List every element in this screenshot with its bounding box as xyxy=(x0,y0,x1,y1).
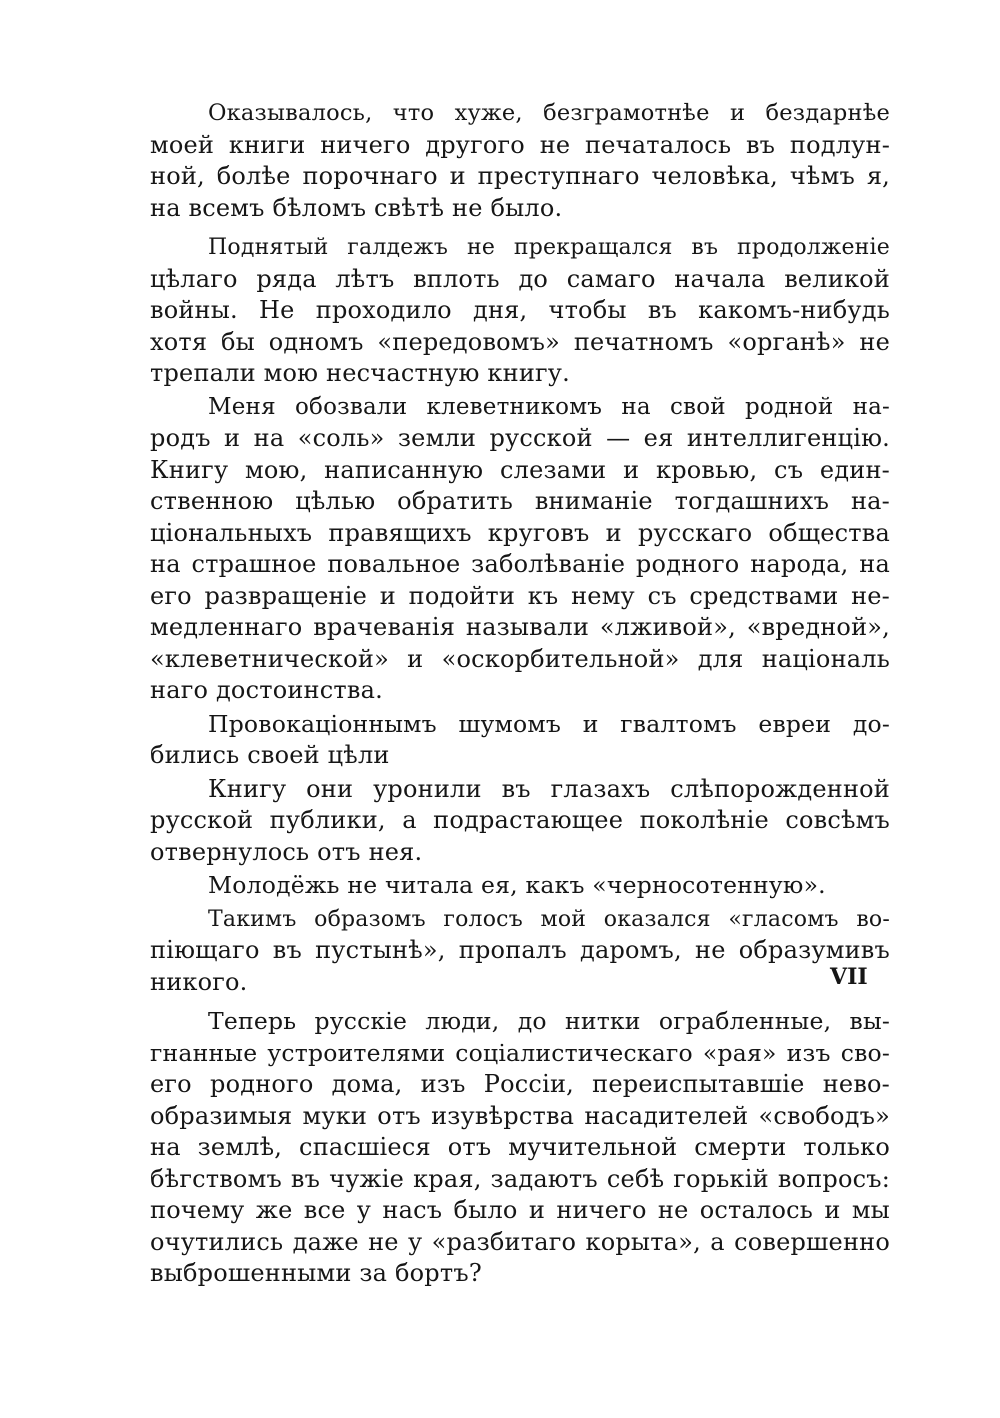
text-line: родъ и на «соль» земли русской — ея интеллигенцію. xyxy=(150,424,890,452)
text-line: его родного дома, изъ Россіи, переиспытавшіе нево- xyxy=(150,1070,890,1098)
text-line: русской публики, а подрастающее поколѣніе совсѣмъ xyxy=(150,806,890,834)
text-line: Поднятый галдежъ не прекращался въ продолженіе xyxy=(208,235,890,260)
text-line: отвернулось отъ нея. xyxy=(150,837,423,866)
text-line: Провокаціоннымъ шумомъ и гвалтомъ евреи до- xyxy=(208,709,890,738)
paragraph-5 xyxy=(150,774,890,869)
text-line: на землѣ, спасшіеся отъ мучительной смерти только xyxy=(150,1133,890,1161)
text-line: бѣгствомъ въ чужіе края, задаютъ себѣ горькій вопросъ: xyxy=(150,1164,890,1193)
text-line: образимыя муки отъ изувѣрства насадителей «свободъ» xyxy=(150,1101,890,1130)
text-line: его развращеніе и подойти къ нему съ средствами не- xyxy=(150,581,890,610)
text-line: цѣлаго ряда лѣтъ вплоть до самаго начала великой xyxy=(150,264,890,293)
text-line: хотя бы одномъ «передовомъ» печатномъ «органѣ» не xyxy=(150,327,890,356)
text-line: Такимъ образомъ голосъ мой оказался «гласомъ во- xyxy=(208,906,890,932)
paragraph-2 xyxy=(150,232,890,390)
text-line: Меня обозвали клеветникомъ на свой родной на- xyxy=(208,393,890,420)
text-line: ціональныхъ правящихъ круговъ и русскаго общества xyxy=(150,518,890,547)
paragraph-3 xyxy=(150,392,890,707)
paragraph-6 xyxy=(150,870,890,902)
text-line: Оказывалось, что хуже, безграмотнѣе и бездарнѣе xyxy=(208,100,890,126)
text-line: ственною цѣлью обратить вниманіе тогдашнихъ на- xyxy=(150,487,890,515)
text-line: почему же все у насъ было и ничего не осталось и мы xyxy=(150,1196,890,1224)
text-line: войны. Не проходило дня, чтобы въ какомъ-нибудь xyxy=(150,296,890,324)
paragraph-4 xyxy=(150,709,890,772)
text-line: очутились даже не у «разбитаго корыта», а совершенно xyxy=(150,1227,890,1256)
text-line: никого. xyxy=(150,967,248,996)
text-line: моей книги ничего другого не печаталось въ подлун- xyxy=(150,130,890,159)
text-line: Молодёжь не читала ея, какъ «черносотенную». xyxy=(208,871,826,899)
text-line: піющаго въ пустынѣ», пропалъ даромъ, не образумивъ xyxy=(150,936,890,964)
text-line: Книгу мою, написанную слезами и кровью, съ един- xyxy=(150,455,890,484)
text-line: трепали мою несчастную книгу. xyxy=(150,359,570,387)
page-number: VII xyxy=(830,964,868,990)
page-body xyxy=(150,98,890,1290)
text-line: на страшное повальное заболѣваніе родного народа, на xyxy=(150,550,890,578)
text-line: медленнаго врачеванія называли «лживой», «вредной», xyxy=(150,613,890,641)
text-line: наго достоинства. xyxy=(150,676,383,704)
text-line: ной, болѣе порочнаго и преступнаго человѣка, чѣмъ я, xyxy=(150,162,890,190)
text-line: бились своей цѣли xyxy=(150,741,390,769)
text-line: на всемъ бѣломъ свѣтѣ не было. xyxy=(150,193,563,222)
text-line: выброшенными за бортъ? xyxy=(150,1259,482,1287)
text-line: гнанные устроителями соціалистическаго «рая» изъ сво- xyxy=(150,1038,890,1067)
paragraph-7 xyxy=(150,904,890,999)
text-line: Книгу они уронили въ глазахъ слѣпорожденной xyxy=(208,774,890,803)
paragraph-8 xyxy=(150,1006,890,1290)
text-line: «клеветнической» и «оскорбительной» для національ xyxy=(150,644,890,673)
text-line: Теперь русскіе люди, до нитки ограбленные, вы- xyxy=(208,1007,890,1035)
paragraph-1 xyxy=(150,98,890,224)
